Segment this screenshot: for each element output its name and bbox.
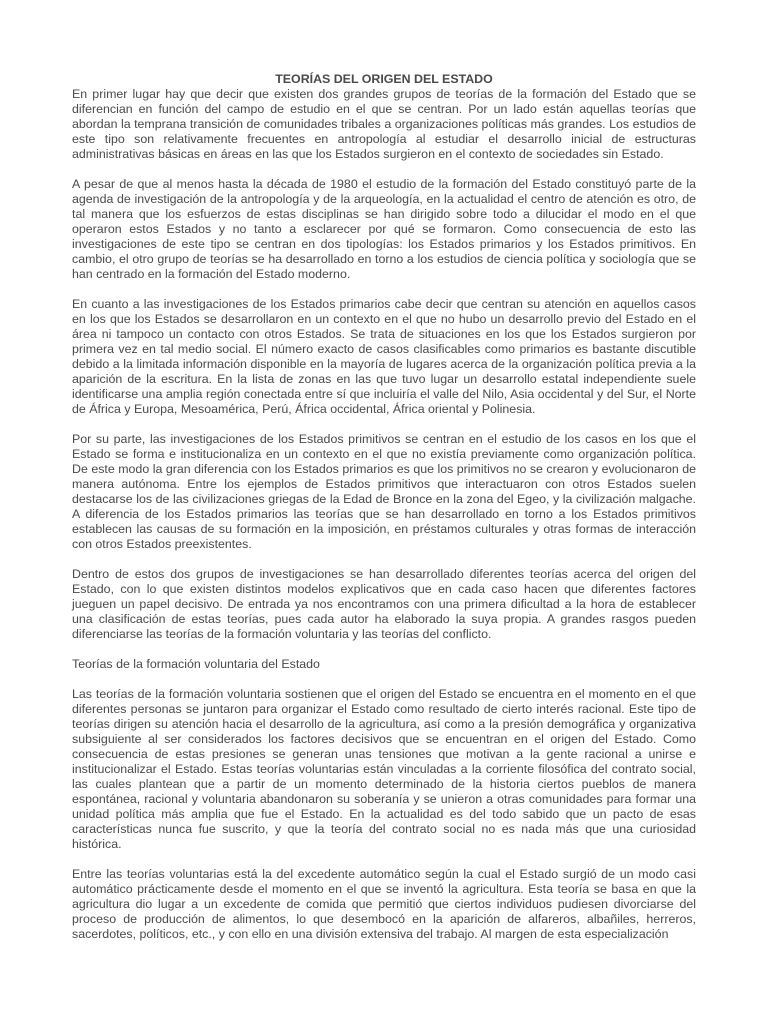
paragraph-primitive-states: Por su parte, las investigaciones de los Estados primitivos se centran en el estudio de los casos en los que el Estado se forma e institucionaliza en un contexto en el que no existía previamente como organización política. De este modo la gran diferencia con los Estados primarios es que los primitivos no se crearon y evolucionaron de manera autónoma. Entre los ejemplos de Estados primitivos que interactuaron con otros Estados suelen destacarse los de las civilizaciones griegas de la Edad de Bronce en la zona del Egeo, y la civilización malgache. A diferencia de los Estados primarios las teorías que se han desarrollado en torno a los Estados primitivos establecen las causas de su formación en la imposición, en préstamos culturales y otras formas de interacción con otros Estados preexistentes. (72, 432, 696, 551)
document-title: TEORÍAS DEL ORIGEN DEL ESTADO (275, 72, 493, 86)
paragraph-theory-groups: Dentro de estos dos grupos de investigaciones se han desarrollado diferentes teorías acerca del origen del Estado, con lo que existen distintos modelos explicativos que en cada caso hacen que diferentes factores jueguen un papel decisivo. De entrada ya nos encontramos con una primera dificultad a la hora de establecer una clasificación de estas teorías, pues cada autor ha elaborado la suya propia. A grandes rasgos pueden diferenciarse las teorías de la formación voluntaria y las teorías del conflicto. (72, 567, 696, 641)
paragraph-voluntary-theories: Las teorías de la formación voluntaria sostienen que el origen del Estado se encuentra en el momento en el que diferentes personas se juntaron para organizar el Estado como resultado de cierto interés racional. Este tipo de teorías dirigen su atención hacia el desarrollo de la agricultura, así como a la presión demográfica y organizativa subsiguiente al ser considerados los factores decisivos que se encuentran en el origen del Estado. Como consecuencia de estas presiones se generan unas tensiones que motivan a la gente racional a unirse e institucionalizar el Estado. Estas teorías voluntarias están vinculadas a la corriente filosófica del contrato social, las cuales plantean que a partir de un momento determinado de la historia ciertos pueblos de manera espontánea, racional y voluntaria abandonaron su soberanía y se unieron a otras comunidades para formar una unidad política más amplia que fue el Estado. En la actualidad es del todo sabido que un pacto de esas características nunca fue suscrito, y que la teoría del contrato social no es nada más que una curiosidad histórica. (72, 687, 696, 851)
paragraph-primary-states: En cuanto a las investigaciones de los Estados primarios cabe decir que centran su atención en aquellos casos en los que los Estados se desarrollaron en un contexto en el que no hubo un desarrollo previo del Estado en el área ni tampoco un contacto con otros Estados. Se trata de situaciones en los que los Estados surgieron por primera vez en tal medio social. El número exacto de casos clasificables como primarios es bastante discutible debido a la limitada información disponible en la mayoría de lugares acerca de la organización política previa a la aparición de la escritura. En la lista de zonas en las que tuvo lugar un desarrollo estatal independiente suele identificarse una amplia región conectada entre sí que incluiría el valle del Nilo, Asia occidental y del Sur, el Norte de África y Europa, Mesoamérica, Perú, África occidental, África oriental y Polinesia. (72, 297, 696, 416)
paragraph-intro: En primer lugar hay que decir que existen dos grandes grupos de teorías de la formación del Estado que se diferencian en función del campo de estudio en el que se centran. Por un lado están aquellas teorías que abordan la temprana transición de comunidades tribales a organizaciones políticas más grandes. Los estudios de este tipo son relativamente frecuentes en antropología al estudiar el desarrollo inicial de estructuras administrativas básicas en áreas en las que los Estados surgieron en el contexto de sociedades sin Estado. (72, 87, 696, 161)
paragraph-automatic-surplus: Entre las teorías voluntarias está la del excedente automático según la cual el Estado surgió de un modo casi automático prácticamente desde el momento en el que se inventó la agricultura. Esta teoría se basa en que la agricultura dio lugar a un excedente de comida que permitió que ciertos individuos pudiesen divorciarse del proceso de producción de alimentos, lo que desembocó en la aparición de alfareros, albañiles, herreros, sacerdotes, políticos, etc., y con ello en una división extensiva del trabajo. Al margen de esta especialización (72, 867, 696, 941)
paragraph-research-agenda: A pesar de que al menos hasta la década de 1980 el estudio de la formación del Estado constituyó parte de la agenda de investigación de la antropología y de la arqueología, en la actualidad el centro de atención es otro, de tal manera que los esfuerzos de estas disciplinas se han dirigido sobre todo a dilucidar el modo en el que operaron estos Estados y no tanto a esclarecer por qué se formaron. Como consecuencia de esto las investigaciones de este tipo se centran en dos tipologías: los Estados primarios y los Estados primitivos. En cambio, el otro grupo de teorías se ha desarrollado en torno a los estudios de ciencia política y sociología que se han centrado en la formación del Estado moderno. (72, 177, 696, 281)
section-heading-voluntary-formation: Teorías de la formación voluntaria del Estado (72, 657, 320, 671)
